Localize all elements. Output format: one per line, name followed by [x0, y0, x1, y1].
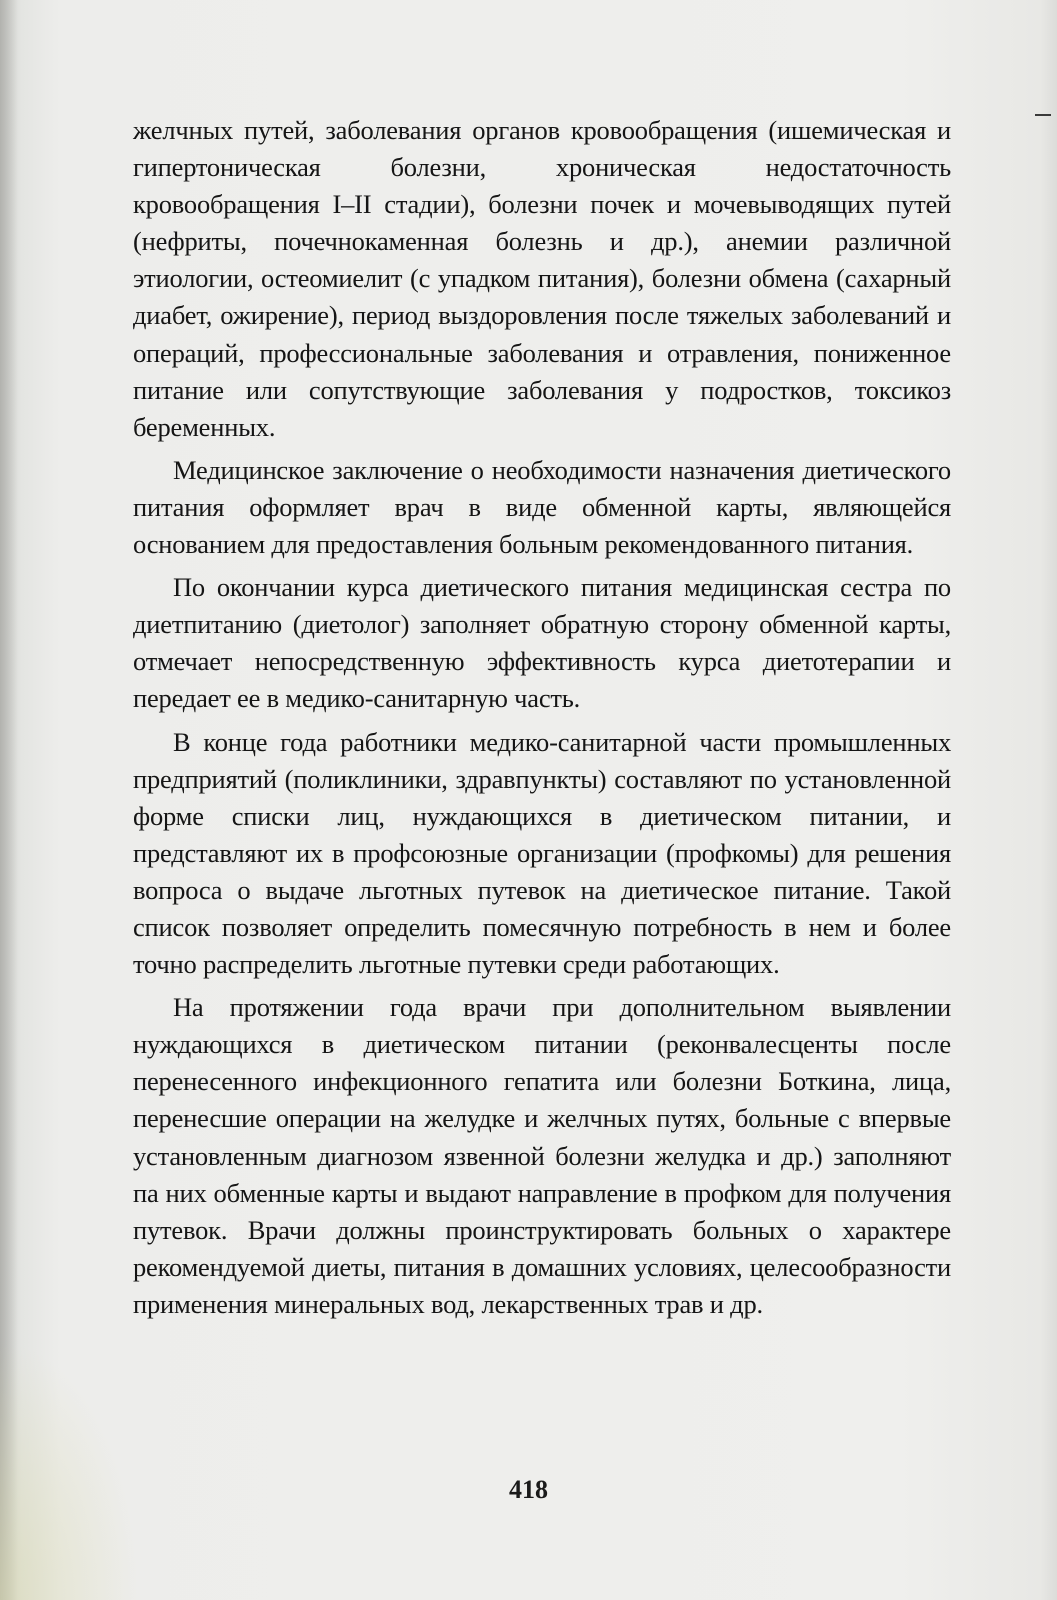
- paragraph-1: желчных путей, заболевания органов кровообращения (ишемическая и гипертоническая болезни, хроническая недостаточность кровообращения I–II стадии), болезни почек и мочевыводящих путей (нефриты, почечнокаменная болезнь и др.), анемии различной этиологии, остеомиелит (с упадком питания), болезни обмена (сахарный диабет, ожирение), период выздоровления после тяжелых заболеваний и операций, профессиональные заболевания и отравления, пониженное питание или сопутствующие заболевания у подростков, токсикоз беременных.: [133, 115, 951, 442]
- paragraph-5: На протяжении года врачи при дополнительном выявлении нуждающихся в диетическом питании (реконвалесценты после перенесенного инфекционного гепатита или болезни Боткина, лица, перенесшие операции на желудке и желчных путях, больные с впервые установленным диагнозом язвенной болезни желудка и др.) заполняют па них обменные карты и выдают направление в профком для получения путевок. Врачи должны проинструктировать больных о характере рекомендуемой диеты, питания в домашних условиях, целесообразности применения минеральных вод, лекарственных трав и др.: [133, 992, 951, 1319]
- body-text: [133, 112, 951, 1323]
- paper-stain: [0, 1340, 140, 1600]
- page-number: 418: [509, 1475, 548, 1504]
- edge-mark: [1035, 114, 1051, 116]
- paragraph-3: По окончании курса диетического питания медицинская сестра по диетпитанию (диетолог) заполняет обратную сторону обменной карты, отмечает непосредственную эффективность курса диетотерапии и передает ее в медико-санитарную часть.: [133, 572, 951, 714]
- paragraph-4: В конце года работники медико-санитарной части промышленных предприятий (поликлиники, здравпункты) составляют по установленной форме списки лиц, нуждающихся в диетическом питании, и представляют их в профсоюзные организации (профкомы) для решения вопроса о выдаче льготных путевок на диетическое питание. Такой список позволяет определить помесячную потребность в нем и более точно распределить льготные путевки среди работающих.: [133, 726, 951, 980]
- paragraph-2: Медицинское заключение о необходимости назначения диетического питания оформляет врач в виде обменной карты, являющейся основанием для предоставления больным рекомендованного питания.: [133, 454, 951, 560]
